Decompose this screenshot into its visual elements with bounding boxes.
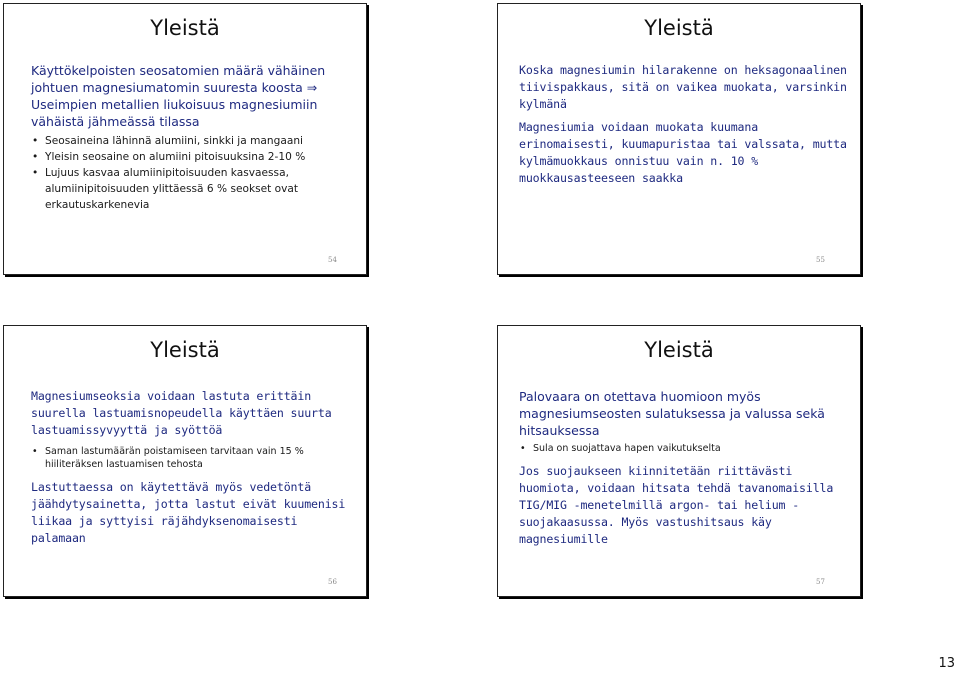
slide-56 [3,325,367,597]
slide-title: Yleistä [644,16,714,40]
slide-body [519,388,848,554]
slide-body [31,62,354,213]
bullet-item: • Lujuus kasvaa alumiinipitoisuuden kasvaessa, alumiinipitoisuuden ylittäessä 6 % seokset ovat erkautuskarkenevia [31,165,354,213]
slide-title: Yleistä [644,338,714,362]
bullet-item: • Seosaineina lähinnä alumiini, sinkki ja mangaani [31,133,354,149]
slide-title: Yleistä [150,338,220,362]
slide-number: 54 [328,256,337,264]
slide-body [31,388,354,553]
slide-number: 57 [816,578,825,586]
slide-paragraph: Lastuttaessa on käytettävä myös vedetöntä jäähdytysainetta, jotta lastut eivät kuumenisi liikaa ja syttyisi räjähdyksenomaisesti palamaan [31,480,346,545]
slide-number: 55 [816,256,825,264]
slide-paragraph: Palovaara on otettava huomioon myös magnesiumseosten sulatuksessa ja valussa sekä hitsauksessa [519,389,825,438]
bullet-list [31,133,354,213]
slide-paragraph: Magnesiumia voidaan muokata kuumana erinomaisesti, kuumapuristaa tai valssata, mutta kylmämuokkaus onnistuu vain n. 10 % muokkausasteeseen saakka [519,120,847,185]
slide-54 [3,3,367,275]
bullet-item: • Yleisin seosaine on alumiini pitoisuuksina 2-10 % [31,149,354,165]
slide-number: 56 [328,578,337,586]
bullet-item: • Sula on suojattava hapen vaikutukselta [519,442,848,455]
slide-body [519,62,848,193]
slide-paragraph: Magnesiumseoksia voidaan lastuta erittäin suurella lastuamisnopeudella käyttäen suurta lastuamissyvyyttä ja syöttöä [31,389,332,437]
bullet-item: • Saman lastumäärän poistamiseen tarvitaan vain 15 % hiiliteräksen lastuamisen tehosta [31,445,354,471]
bullet-list [519,442,848,455]
slide-paragraph: Jos suojaukseen kiinnitetään riittävästi huomiota, voidaan hitsata tehdä tavanomaisilla TIG/MIG -menetelmillä argon- tai helium -suojakaasussa. Myös vastushitsaus käy magnesiumille [519,464,834,546]
page-number: 13 [938,656,955,671]
slide-57 [497,325,861,597]
slide-paragraph: Käyttökelpoisten seosatomien määrä vähäinen johtuen magnesiumatomin suuresta koosta ⇒ Useimpien metallien liukoisuus magnesiumiin vähäistä jähmeässä tilassa [31,63,326,129]
slide-paragraph: Koska magnesiumin hilarakenne on heksagonaalinen tiivispakkaus, sitä on vaikea muokata, varsinkin kylmänä [519,63,847,111]
bullet-list [31,445,354,471]
slide-title: Yleistä [150,16,220,40]
slide-55 [497,3,861,275]
